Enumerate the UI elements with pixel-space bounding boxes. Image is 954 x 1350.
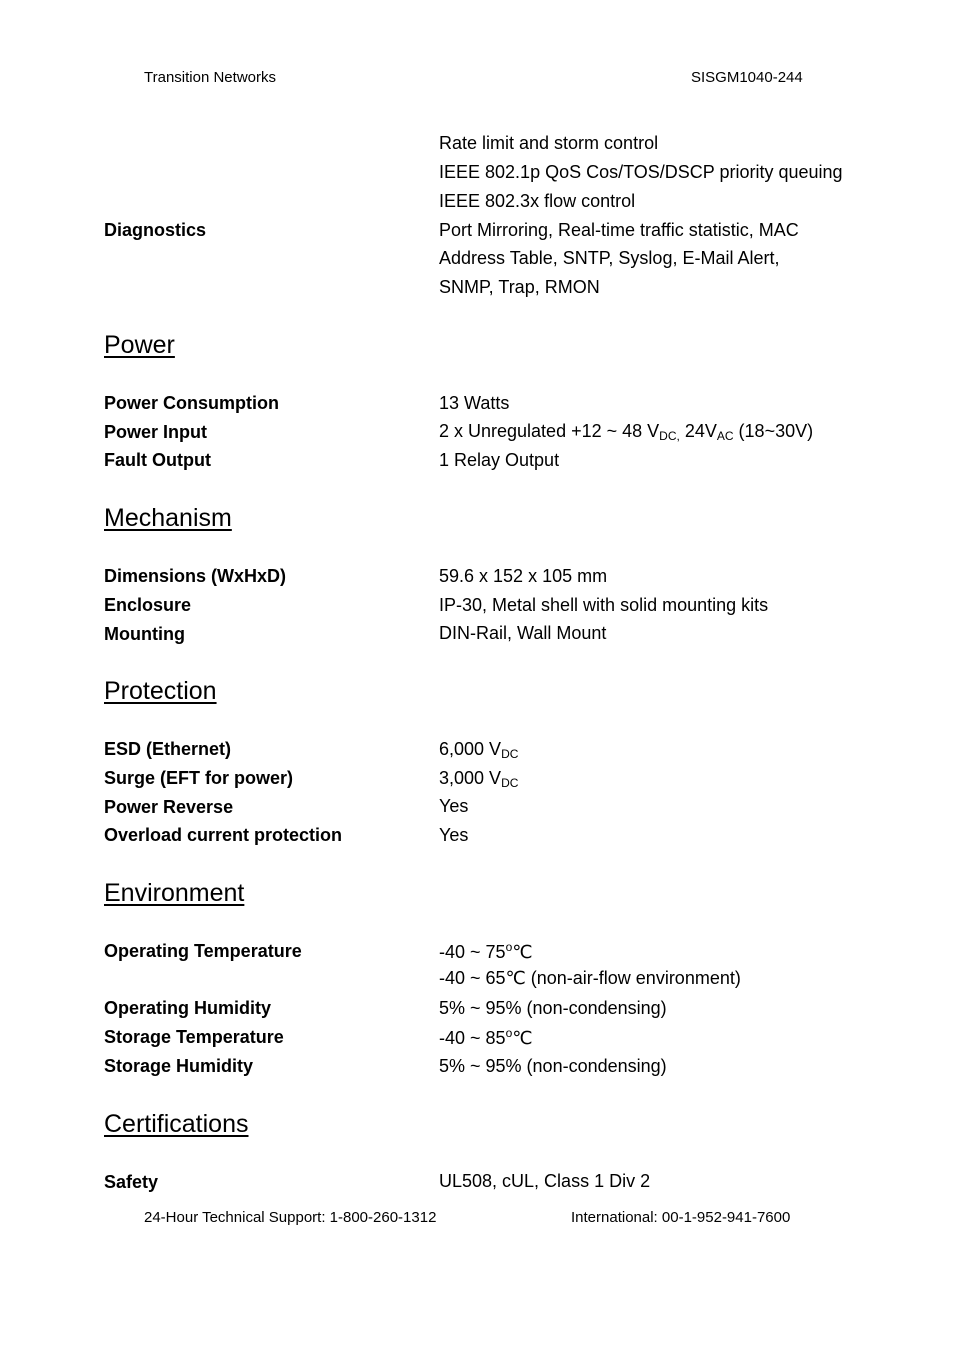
power-consumption-value: 13 Watts (439, 393, 510, 413)
overload-label: Overload current protection (104, 825, 343, 845)
power-input-sub-ac: AC (716, 429, 734, 443)
storage-humidity-value: 5% ~ 95% (non-condensing) (439, 1056, 667, 1076)
section-heading-power: Power (104, 331, 175, 359)
section-heading-environment: Environment (104, 879, 245, 907)
storage-temperature-value (439, 1026, 532, 1049)
power-consumption-label: Power Consumption (104, 393, 279, 413)
esd-value-sub: DC (501, 747, 519, 761)
section-heading-certifications: Certifications (104, 1110, 249, 1138)
storage-temperature-degree: o (505, 1026, 513, 1040)
header-model: SISGM1040-244 (691, 69, 803, 86)
storage-temperature-label: Storage Temperature (104, 1027, 284, 1047)
enclosure-value: IP-30, Metal shell with solid mounting kits (439, 595, 769, 615)
diagnostics-value-line3: SNMP, Trap, RMON (439, 277, 600, 297)
operating-temperature-label: Operating Temperature (104, 941, 302, 961)
storage-temperature-range: -40 ~ 85 (439, 1028, 506, 1048)
footer-support: 24-Hour Technical Support: 1-800-260-1312 (144, 1209, 437, 1226)
power-input-part1: 2 x Unregulated +12 ~ 48 V (439, 421, 660, 441)
fault-output-value: 1 Relay Output (439, 450, 560, 470)
dimensions-label: Dimensions (WxHxD) (104, 566, 287, 586)
power-input-label: Power Input (104, 422, 207, 442)
header-company: Transition Networks (144, 69, 276, 86)
operating-temperature-degree: o (505, 940, 513, 954)
safety-value: UL508, cUL, Class 1 Div 2 (439, 1171, 651, 1191)
power-input-value (439, 421, 813, 443)
feature-qos: IEEE 802.1p QoS Cos/TOS/DSCP priority queuing (439, 162, 843, 182)
dimensions-value: 59.6 x 152 x 105 mm (439, 566, 608, 586)
surge-value (439, 768, 518, 790)
esd-value-text: 6,000 V (439, 739, 502, 759)
section-heading-mechanism: Mechanism (104, 504, 232, 532)
power-reverse-label: Power Reverse (104, 797, 234, 817)
overload-value: Yes (439, 825, 469, 845)
operating-temperature-value (439, 940, 532, 963)
power-input-part3: (18~30V) (733, 421, 814, 441)
esd-label: ESD (Ethernet) (104, 739, 232, 759)
storage-temperature-unit: ℃ (512, 1028, 533, 1048)
operating-humidity-label: Operating Humidity (104, 998, 272, 1018)
footer-international: International: 00-1-952-941-7600 (571, 1209, 791, 1226)
diagnostics-value-line2: Address Table, SNTP, Syslog, E-Mail Alert, (439, 248, 780, 268)
power-reverse-value: Yes (439, 796, 469, 816)
surge-value-sub: DC (501, 776, 519, 790)
mounting-label: Mounting (104, 624, 185, 644)
surge-value-text: 3,000 V (439, 768, 502, 788)
surge-label: Surge (EFT for power) (104, 768, 293, 788)
operating-temperature-value-2: -40 ~ 65℃ (non-air-flow environment) (439, 968, 741, 988)
power-input-sub-dc: DC, (659, 429, 680, 443)
operating-temperature-range: -40 ~ 75 (439, 942, 506, 962)
section-heading-protection: Protection (104, 677, 217, 705)
mounting-value: DIN-Rail, Wall Mount (439, 623, 607, 643)
power-input-part2: 24V (679, 421, 717, 441)
diagnostics-value-line1: Port Mirroring, Real-time traffic statistic, MAC (439, 220, 799, 240)
feature-flow-control: IEEE 802.3x flow control (439, 191, 636, 211)
fault-output-label: Fault Output (104, 450, 211, 470)
operating-temperature-unit: ℃ (512, 942, 533, 962)
esd-value (439, 739, 518, 761)
operating-humidity-value: 5% ~ 95% (non-condensing) (439, 998, 667, 1018)
storage-humidity-label: Storage Humidity (104, 1056, 254, 1076)
enclosure-label: Enclosure (104, 595, 192, 615)
safety-label: Safety (104, 1172, 159, 1192)
diagnostics-label: Diagnostics (104, 220, 207, 240)
feature-rate-limit: Rate limit and storm control (439, 133, 659, 153)
